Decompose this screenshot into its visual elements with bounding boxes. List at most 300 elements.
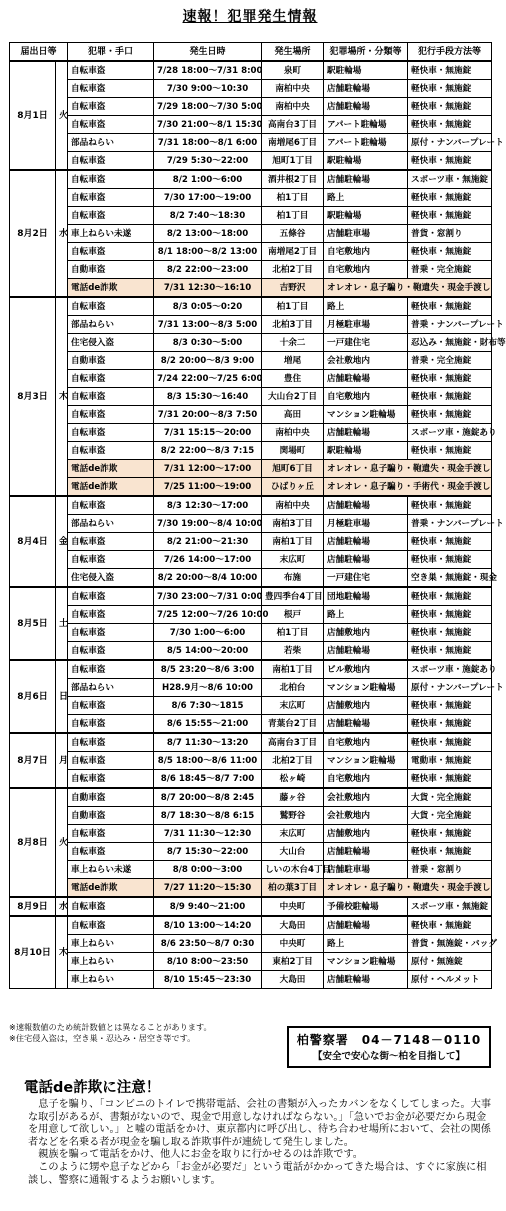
table-row bbox=[10, 533, 492, 551]
crime-type-cell: 自転車盗 bbox=[68, 715, 154, 734]
table-row bbox=[10, 316, 492, 334]
place-cell: 会社敷地内 bbox=[324, 352, 408, 370]
place-cell: 自宅敷地内 bbox=[324, 733, 408, 752]
method-cell: 軽快車・無施錠 bbox=[408, 697, 492, 715]
place-cell: 月極駐車場 bbox=[324, 515, 408, 533]
time-cell: 8/2 22:00～8/3 7:15 bbox=[154, 442, 262, 460]
time-cell: 8/5 14:00～20:00 bbox=[154, 642, 262, 661]
place-cell: 店舗駐輪場 bbox=[324, 916, 408, 935]
police-contact-box bbox=[287, 1026, 491, 1068]
location-cell: 南増尾6丁目 bbox=[262, 134, 324, 152]
location-cell: 中央町 bbox=[262, 935, 324, 953]
crime-type-cell: 自転車盗 bbox=[68, 189, 154, 207]
notes bbox=[9, 1022, 212, 1044]
crime-type-cell: 自転車盗 bbox=[68, 424, 154, 442]
method-cell: 軽快車・無施錠 bbox=[408, 189, 492, 207]
date-cell: 8月6日 bbox=[10, 660, 56, 733]
location-cell: 高田 bbox=[262, 406, 324, 424]
time-cell: 8/3 0:05～0:20 bbox=[154, 297, 262, 316]
method-cell: 軽快車・無施錠 bbox=[408, 916, 492, 935]
time-cell: 7/31 11:30～12:30 bbox=[154, 825, 262, 843]
method-cell: 普乗・完全施錠 bbox=[408, 261, 492, 279]
location-cell: 根戸 bbox=[262, 606, 324, 624]
crime-type-cell: 自転車盗 bbox=[68, 551, 154, 569]
method-cell: 普貨・窓割り bbox=[408, 225, 492, 243]
weekday-cell: 日 bbox=[56, 660, 68, 733]
table-row bbox=[10, 733, 492, 752]
time-cell: 8/3 0:30～5:00 bbox=[154, 334, 262, 352]
table-row bbox=[10, 370, 492, 388]
method-cell: スポーツ車・無施錠 bbox=[408, 170, 492, 189]
table-row bbox=[10, 606, 492, 624]
time-cell: 8/2 7:40～18:30 bbox=[154, 207, 262, 225]
crime-type-cell: 自転車盗 bbox=[68, 243, 154, 261]
method-cell: 軽快車・無施錠 bbox=[408, 587, 492, 606]
place-cell: 一戸建住宅 bbox=[324, 569, 408, 588]
location-cell: 大山台2丁目 bbox=[262, 388, 324, 406]
table-row bbox=[10, 752, 492, 770]
time-cell: 8/9 9:40～21:00 bbox=[154, 897, 262, 916]
time-cell: 7/30 21:00～8/1 15:30 bbox=[154, 116, 262, 134]
time-cell: 8/2 20:00～8/4 10:00 bbox=[154, 569, 262, 588]
time-cell: 8/6 7:30～1815 bbox=[154, 697, 262, 715]
location-cell: 泉町 bbox=[262, 61, 324, 80]
table-row bbox=[10, 243, 492, 261]
location-cell: 北柏3丁目 bbox=[262, 316, 324, 334]
time-cell: 7/25 12:00～7/26 10:00 bbox=[154, 606, 262, 624]
time-cell: 8/6 23:50～8/7 0:30 bbox=[154, 935, 262, 953]
crime-type-cell: 電話de詐欺 bbox=[68, 879, 154, 898]
method-cell: 軽快車・無施錠 bbox=[408, 624, 492, 642]
location-cell: ひばりヶ丘 bbox=[262, 478, 324, 497]
time-cell: 8/10 13:00～14:20 bbox=[154, 916, 262, 935]
crime-type-cell: 自動車盗 bbox=[68, 807, 154, 825]
table-row bbox=[10, 352, 492, 370]
method-cell: 大貨・完全施錠 bbox=[408, 807, 492, 825]
table-row bbox=[10, 861, 492, 879]
method-cell: スポーツ車・施錠あり bbox=[408, 424, 492, 442]
method-cell: 軽快車・無施錠 bbox=[408, 370, 492, 388]
time-cell: 8/7 15:30～22:00 bbox=[154, 843, 262, 861]
place-cell: 路上 bbox=[324, 297, 408, 316]
table-row bbox=[10, 843, 492, 861]
table-row bbox=[10, 424, 492, 442]
method-cell: 軽快車・無施錠 bbox=[408, 733, 492, 752]
header-location: 発生場所 bbox=[262, 43, 324, 62]
place-cell: 店舗駐輪場 bbox=[324, 98, 408, 116]
location-cell: 南柏1丁目 bbox=[262, 533, 324, 551]
time-cell: 7/30 9:00～10:30 bbox=[154, 80, 262, 98]
header-place: 犯罪場所・分類等 bbox=[324, 43, 408, 62]
location-cell: 末広町 bbox=[262, 551, 324, 569]
crime-type-cell: 電話de詐欺 bbox=[68, 478, 154, 497]
location-cell: 旭町1丁目 bbox=[262, 152, 324, 171]
warning-paragraph: 親族を騙って電話をかけ、他人にお金を取りに行かせるのは詐欺です。 bbox=[38, 1149, 363, 1161]
crime-type-cell: 自転車盗 bbox=[68, 642, 154, 661]
crime-type-cell: 自転車盗 bbox=[68, 533, 154, 551]
table-row bbox=[10, 770, 492, 789]
crime-type-cell: 住宅侵入盗 bbox=[68, 569, 154, 588]
crime-type-cell: 自転車盗 bbox=[68, 388, 154, 406]
method-cell: 軽快車・無施錠 bbox=[408, 642, 492, 661]
time-cell: 8/3 12:30～17:00 bbox=[154, 496, 262, 515]
location-cell: 豊住 bbox=[262, 370, 324, 388]
location-cell: 鷲野谷 bbox=[262, 807, 324, 825]
time-cell: 8/6 15:55～21:00 bbox=[154, 715, 262, 734]
table-row bbox=[10, 697, 492, 715]
location-cell: 大山台 bbox=[262, 843, 324, 861]
crime-type-cell: 自転車盗 bbox=[68, 770, 154, 789]
table-row bbox=[10, 152, 492, 171]
crime-type-cell: 自動車盗 bbox=[68, 352, 154, 370]
crime-type-cell: 車上ねらい bbox=[68, 971, 154, 989]
place-cell: 店舗敷地内 bbox=[324, 624, 408, 642]
time-cell: 8/5 23:20～8/6 3:00 bbox=[154, 660, 262, 679]
header-date: 届出日等 bbox=[10, 43, 68, 62]
warning-paragraph: 息子を騙り、「コンビニのトイレで携帯電話、会社の書類が入ったカバンをなくしてしまった。大事な取引があるが、書類がないので、現金で用意しなければならない。」「急いでお金が必要だから現金を用意して欲しい。」と嘘の電話をかけ、東京都内に呼び出し、待ち合わせ場所において、会社の関係者などを名乗る者が現金を騙し取る詐欺事件が連続して発生しました。 bbox=[28, 1099, 492, 1148]
place-cell: 路上 bbox=[324, 935, 408, 953]
location-cell: 青葉台2丁目 bbox=[262, 715, 324, 734]
date-cell: 8月10日 bbox=[10, 916, 56, 989]
header-crime-type: 犯罪・手口 bbox=[68, 43, 154, 62]
method-cell: スポーツ車・無施錠 bbox=[408, 897, 492, 916]
police-name-phone: 柏警察署 04－7148－0110 bbox=[296, 1033, 482, 1047]
place-cell: マンション駐輪場 bbox=[324, 679, 408, 697]
table-row bbox=[10, 261, 492, 279]
crime-type-cell: 自転車盗 bbox=[68, 897, 154, 916]
location-cell: 高南台3丁目 bbox=[262, 733, 324, 752]
place-cell: 店舗駐輪場 bbox=[324, 170, 408, 189]
place-cell: 店舗駐輪場 bbox=[324, 971, 408, 989]
crime-table bbox=[9, 42, 506, 989]
location-cell: 東柏2丁目 bbox=[262, 953, 324, 971]
crime-type-cell: 自転車盗 bbox=[68, 587, 154, 606]
method-cell: 原付・ヘルメット bbox=[408, 971, 492, 989]
method-cell: 大貨・完全施錠 bbox=[408, 788, 492, 807]
table-row bbox=[10, 971, 492, 989]
place-cell: マンション駐輪場 bbox=[324, 406, 408, 424]
fraud-detail-cell: オレオレ・息子騙り・鞄遺失・現金手渡し bbox=[324, 279, 492, 298]
time-cell: 7/31 20:00～8/3 7:50 bbox=[154, 406, 262, 424]
crime-type-cell: 車上ねらい bbox=[68, 935, 154, 953]
method-cell: 原付・無施錠 bbox=[408, 953, 492, 971]
time-cell: 8/10 8:00～23:50 bbox=[154, 953, 262, 971]
location-cell: 高南台3丁目 bbox=[262, 116, 324, 134]
crime-type-cell: 自転車盗 bbox=[68, 496, 154, 515]
crime-type-cell: 部品ねらい bbox=[68, 679, 154, 697]
location-cell: 大島田 bbox=[262, 971, 324, 989]
crime-type-cell: 車上ねらい未遂 bbox=[68, 861, 154, 879]
crime-type-cell: 自転車盗 bbox=[68, 61, 154, 80]
location-cell: 南柏中央 bbox=[262, 80, 324, 98]
time-cell: 8/5 18:00～8/6 11:00 bbox=[154, 752, 262, 770]
time-cell: H28.9月～8/6 10:00 bbox=[154, 679, 262, 697]
time-cell: 8/2 13:00～18:00 bbox=[154, 225, 262, 243]
location-cell: 若柴 bbox=[262, 642, 324, 661]
table-row bbox=[10, 660, 492, 679]
time-cell: 7/30 17:00～19:00 bbox=[154, 189, 262, 207]
table-row bbox=[10, 225, 492, 243]
note-line: ※住宅侵入盗は，空き巣・忍込み・居空き等です。 bbox=[9, 1033, 196, 1043]
method-cell: 軽快車・無施錠 bbox=[408, 496, 492, 515]
method-cell: 軽快車・無施錠 bbox=[408, 442, 492, 460]
weekday-cell: 火 bbox=[56, 788, 68, 897]
location-cell: 柏1丁目 bbox=[262, 624, 324, 642]
table-row bbox=[10, 551, 492, 569]
table-row bbox=[10, 170, 492, 189]
crime-type-cell: 部品ねらい bbox=[68, 316, 154, 334]
method-cell: 軽快車・無施錠 bbox=[408, 825, 492, 843]
location-cell: 関場町 bbox=[262, 442, 324, 460]
location-cell: 豊四季台4丁目 bbox=[262, 587, 324, 606]
place-cell: 路上 bbox=[324, 189, 408, 207]
time-cell: 7/27 11:20～15:30 bbox=[154, 879, 262, 898]
place-cell: 駅駐輪場 bbox=[324, 442, 408, 460]
weekday-cell: 土 bbox=[56, 587, 68, 660]
crime-type-cell: 自転車盗 bbox=[68, 843, 154, 861]
police-slogan: 【安全で安心な街～柏を目指して】 bbox=[312, 1051, 465, 1062]
location-cell: 酒井根2丁目 bbox=[262, 170, 324, 189]
method-cell: 軽快車・無施錠 bbox=[408, 116, 492, 134]
page-title: 速報！犯罪発生情報 bbox=[182, 9, 318, 25]
table-row bbox=[10, 134, 492, 152]
method-cell: 普貨・無施錠・バッグ bbox=[408, 935, 492, 953]
method-cell: 軽快車・無施錠 bbox=[408, 61, 492, 80]
table-row bbox=[10, 642, 492, 661]
time-cell: 7/31 18:00～8/1 6:00 bbox=[154, 134, 262, 152]
method-cell: 軽快車・無施錠 bbox=[408, 606, 492, 624]
time-cell: 7/24 22:00～7/25 6:00 bbox=[154, 370, 262, 388]
table-row bbox=[10, 953, 492, 971]
place-cell: 店舗駐輪場 bbox=[324, 533, 408, 551]
table-row bbox=[10, 61, 492, 80]
time-cell: 8/7 20:00～8/8 2:45 bbox=[154, 788, 262, 807]
location-cell: 末広町 bbox=[262, 697, 324, 715]
time-cell: 7/31 13:00～8/3 5:00 bbox=[154, 316, 262, 334]
table-header-row bbox=[10, 43, 492, 62]
place-cell: 路上 bbox=[324, 606, 408, 624]
time-cell: 7/30 1:00～6:00 bbox=[154, 624, 262, 642]
table-row bbox=[10, 916, 492, 935]
location-cell: 藤ヶ谷 bbox=[262, 788, 324, 807]
crime-type-cell: 自転車盗 bbox=[68, 624, 154, 642]
time-cell: 8/6 18:45～8/7 7:00 bbox=[154, 770, 262, 789]
method-cell: 軽快車・無施錠 bbox=[408, 715, 492, 734]
table-row bbox=[10, 80, 492, 98]
place-cell: マンション駐輪場 bbox=[324, 752, 408, 770]
table-row bbox=[10, 98, 492, 116]
warning-paragraph: このように甥や息子などから「お金が必要だ」という電話がかかってきた場合は、すぐに家族に相談し、警察に通報するようお願いします。 bbox=[28, 1161, 487, 1186]
crime-type-cell: 自動車盗 bbox=[68, 261, 154, 279]
crime-type-cell: 住宅侵入盗 bbox=[68, 334, 154, 352]
table-row bbox=[10, 624, 492, 642]
table-row bbox=[10, 297, 492, 316]
place-cell: 駅駐輪場 bbox=[324, 152, 408, 171]
place-cell: 店舗駐車場 bbox=[324, 861, 408, 879]
table-row bbox=[10, 388, 492, 406]
table-row bbox=[10, 788, 492, 807]
place-cell: 予備校駐輪場 bbox=[324, 897, 408, 916]
time-cell: 7/30 19:00～8/4 10:00 bbox=[154, 515, 262, 533]
time-cell: 7/30 23:00～7/31 0:00 bbox=[154, 587, 262, 606]
table-row bbox=[10, 442, 492, 460]
method-cell: 原付・ナンバープレート bbox=[408, 679, 492, 697]
crime-type-cell: 自転車盗 bbox=[68, 207, 154, 225]
place-cell: 自宅敷地内 bbox=[324, 243, 408, 261]
place-cell: アパート駐輪場 bbox=[324, 134, 408, 152]
crime-type-cell: 自転車盗 bbox=[68, 733, 154, 752]
date-cell: 8月8日 bbox=[10, 788, 56, 897]
method-cell: 原付・ナンバープレート bbox=[408, 134, 492, 152]
place-cell: 店舗駐車場 bbox=[324, 225, 408, 243]
table-row bbox=[10, 460, 492, 478]
crime-type-cell: 自転車盗 bbox=[68, 152, 154, 171]
method-cell: スポーツ車・施錠あり bbox=[408, 660, 492, 679]
location-cell: 南柏中央 bbox=[262, 424, 324, 442]
place-cell: 会社敷地内 bbox=[324, 807, 408, 825]
location-cell: 北柏2丁目 bbox=[262, 261, 324, 279]
table-body bbox=[10, 61, 506, 989]
location-cell: 南柏中央 bbox=[262, 496, 324, 515]
crime-type-cell: 電話de詐欺 bbox=[68, 279, 154, 298]
crime-type-cell: 自転車盗 bbox=[68, 370, 154, 388]
table-row bbox=[10, 897, 492, 916]
weekday-cell: 木 bbox=[56, 916, 68, 989]
place-cell: 店舗駐輪場 bbox=[324, 496, 408, 515]
method-cell: 軽快車・無施錠 bbox=[408, 297, 492, 316]
location-cell: 増尾 bbox=[262, 352, 324, 370]
place-cell: 店舗駐輪場 bbox=[324, 424, 408, 442]
place-cell: 店舗駐輪場 bbox=[324, 843, 408, 861]
place-cell: 駅駐輪場 bbox=[324, 61, 408, 80]
crime-type-cell: 自転車盗 bbox=[68, 442, 154, 460]
place-cell: 自宅敷地内 bbox=[324, 388, 408, 406]
time-cell: 8/2 20:00～8/3 9:00 bbox=[154, 352, 262, 370]
place-cell: 店舗駐輪場 bbox=[324, 551, 408, 569]
time-cell: 7/29 18:00～7/30 5:00 bbox=[154, 98, 262, 116]
crime-type-cell: 自転車盗 bbox=[68, 80, 154, 98]
location-cell: 柏の葉3丁目 bbox=[262, 879, 324, 898]
place-cell: 月極駐車場 bbox=[324, 316, 408, 334]
place-cell: 団地駐輪場 bbox=[324, 587, 408, 606]
time-cell: 8/3 15:30～16:40 bbox=[154, 388, 262, 406]
warning-body bbox=[28, 1099, 496, 1187]
location-cell: 松ヶ崎 bbox=[262, 770, 324, 789]
crime-type-cell: 部品ねらい bbox=[68, 515, 154, 533]
method-cell: 普乗・窓割り bbox=[408, 861, 492, 879]
time-cell: 7/31 12:00～17:00 bbox=[154, 460, 262, 478]
place-cell: 店舗駐輪場 bbox=[324, 642, 408, 661]
crime-type-cell: 自転車盗 bbox=[68, 606, 154, 624]
method-cell: 軽快車・無施錠 bbox=[408, 406, 492, 424]
date-cell: 8月2日 bbox=[10, 170, 56, 297]
location-cell: 十余二 bbox=[262, 334, 324, 352]
location-cell: 南柏中央 bbox=[262, 98, 324, 116]
method-cell: 軽快車・無施錠 bbox=[408, 843, 492, 861]
place-cell: 店舗敷地内 bbox=[324, 697, 408, 715]
crime-type-cell: 自転車盗 bbox=[68, 825, 154, 843]
location-cell: 中央町 bbox=[262, 897, 324, 916]
table-row bbox=[10, 825, 492, 843]
table-row bbox=[10, 279, 492, 298]
time-cell: 8/2 21:00～21:30 bbox=[154, 533, 262, 551]
time-cell: 7/28 18:00～7/31 8:00 bbox=[154, 61, 262, 80]
method-cell: 軽快車・無施錠 bbox=[408, 207, 492, 225]
table-row bbox=[10, 807, 492, 825]
method-cell: 軽快車・無施錠 bbox=[408, 388, 492, 406]
date-cell: 8月3日 bbox=[10, 297, 56, 496]
method-cell: 軽快車・無施錠 bbox=[408, 533, 492, 551]
date-cell: 8月9日 bbox=[10, 897, 56, 916]
location-cell: 大島田 bbox=[262, 916, 324, 935]
place-cell: 一戸建住宅 bbox=[324, 334, 408, 352]
table-row bbox=[10, 587, 492, 606]
location-cell: 柏1丁目 bbox=[262, 189, 324, 207]
place-cell: アパート駐輪場 bbox=[324, 116, 408, 134]
table-row bbox=[10, 116, 492, 134]
crime-type-cell: 電話de詐欺 bbox=[68, 460, 154, 478]
location-cell: 柏1丁目 bbox=[262, 297, 324, 316]
time-cell: 8/1 18:00～8/2 13:00 bbox=[154, 243, 262, 261]
place-cell: 店舗駐輪場 bbox=[324, 80, 408, 98]
date-cell: 8月4日 bbox=[10, 496, 56, 587]
table-row bbox=[10, 207, 492, 225]
weekday-cell: 水 bbox=[56, 170, 68, 297]
place-cell: 会社敷地内 bbox=[324, 788, 408, 807]
table-row bbox=[10, 569, 492, 588]
weekday-cell: 水 bbox=[56, 897, 68, 916]
fraud-detail-cell: オレオレ・息子騙り・鞄遺失・現金手渡し bbox=[324, 879, 492, 898]
location-cell: 南柏3丁目 bbox=[262, 515, 324, 533]
crime-type-cell: 自転車盗 bbox=[68, 98, 154, 116]
place-cell: ビル敷地内 bbox=[324, 660, 408, 679]
crime-type-cell: 自転車盗 bbox=[68, 297, 154, 316]
method-cell: 普乗・ナンバープレート bbox=[408, 316, 492, 334]
table-row bbox=[10, 189, 492, 207]
crime-type-cell: 自動車盗 bbox=[68, 788, 154, 807]
table-row bbox=[10, 679, 492, 697]
time-cell: 8/7 11:30～13:20 bbox=[154, 733, 262, 752]
time-cell: 7/29 5:30～22:00 bbox=[154, 152, 262, 171]
location-cell: 柏1丁目 bbox=[262, 207, 324, 225]
place-cell: 自宅敷地内 bbox=[324, 261, 408, 279]
table-row bbox=[10, 406, 492, 424]
method-cell: 軽快車・無施錠 bbox=[408, 770, 492, 789]
method-cell: 電動車・無施錠 bbox=[408, 752, 492, 770]
location-cell: 北柏台 bbox=[262, 679, 324, 697]
method-cell: 普乗・ナンバープレート bbox=[408, 515, 492, 533]
fraud-detail-cell: オレオレ・息子騙り・鞄遺失・現金手渡し bbox=[324, 460, 492, 478]
time-cell: 8/8 0:00～3:00 bbox=[154, 861, 262, 879]
crime-type-cell: 自転車盗 bbox=[68, 170, 154, 189]
method-cell: 軽快車・無施錠 bbox=[408, 551, 492, 569]
weekday-cell: 木 bbox=[56, 297, 68, 496]
table-row bbox=[10, 478, 492, 497]
crime-type-cell: 車上ねらい未遂 bbox=[68, 225, 154, 243]
table-row bbox=[10, 496, 492, 515]
weekday-cell: 金 bbox=[56, 496, 68, 587]
time-cell: 8/7 18:30～8/8 6:15 bbox=[154, 807, 262, 825]
method-cell: 軽快車・無施錠 bbox=[408, 80, 492, 98]
location-cell: 南増尾2丁目 bbox=[262, 243, 324, 261]
crime-type-cell: 車上ねらい bbox=[68, 953, 154, 971]
weekday-cell: 火 bbox=[56, 61, 68, 170]
location-cell: 南柏1丁目 bbox=[262, 660, 324, 679]
method-cell: 忍込み・無施錠・財布等 bbox=[408, 334, 492, 352]
header-time: 発生日時 bbox=[154, 43, 262, 62]
crime-type-cell: 自転車盗 bbox=[68, 116, 154, 134]
time-cell: 7/26 14:00～17:00 bbox=[154, 551, 262, 569]
